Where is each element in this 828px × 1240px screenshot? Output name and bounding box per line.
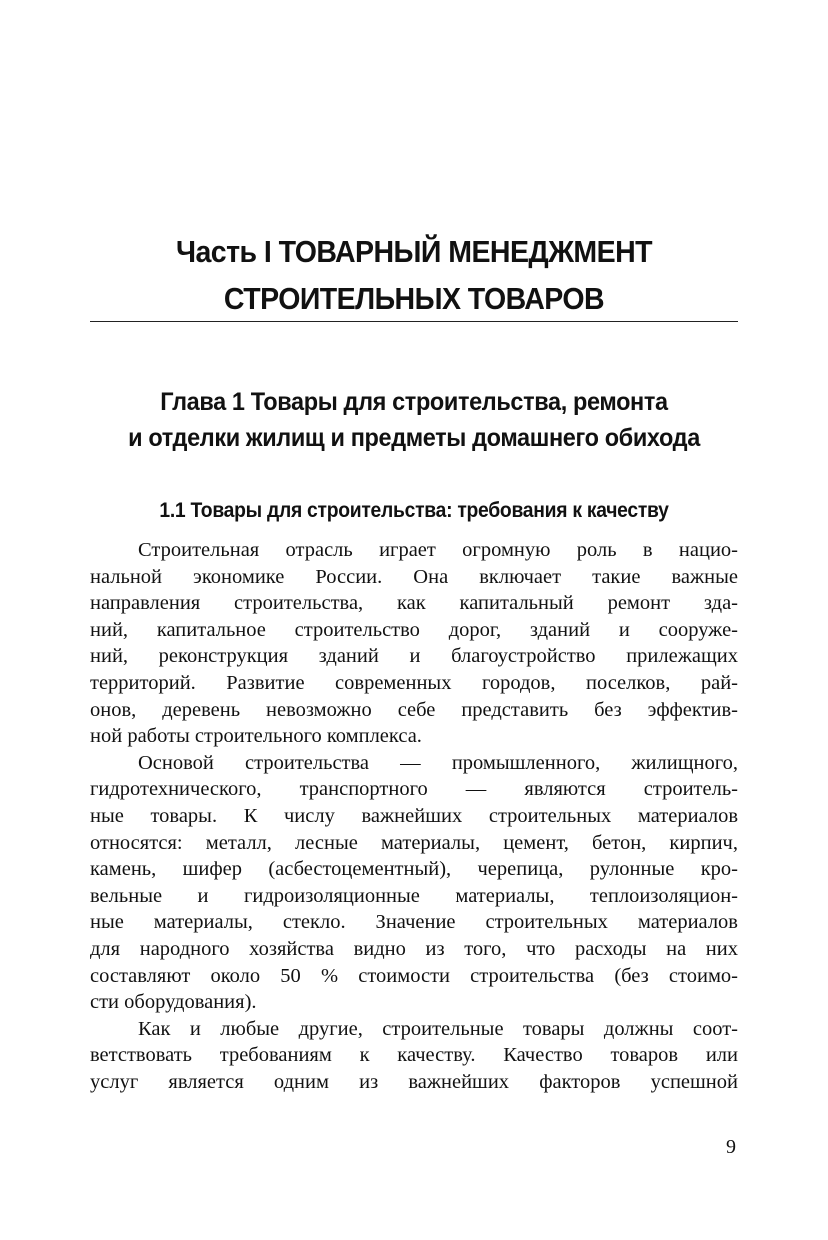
paragraph-3-line: ветствовать требованиям к качеству. Качество товаров или [90,1044,738,1067]
part-title [116,228,712,322]
paragraph-1-line: Строительная отрасль играет огромную роль в нацио- [138,539,738,561]
section-title: 1.1 Товары для строительства: требования к качеству [159,499,669,522]
paragraph-2-line: гидротехнического, транспортного — являются строитель- [90,778,738,801]
paragraph-2-line: камень, шифер (асбестоцементный), черепица, рулонные кро- [90,858,738,881]
paragraph-2-line: Основой строительства — промышленного, жилищного, [138,751,738,774]
paragraph-2-line: составляют около 50 % стоимости строительства (без стоимо- [90,964,738,987]
chapter-title [109,384,718,456]
paragraph-1-line: направления строительства, как капитальный ремонт зда- [90,592,738,615]
paragraph-1-line: ной работы строительного комплекса. [90,725,422,748]
horizontal-rule [90,321,738,322]
body-text [90,537,738,1095]
chapter-title-line-1: Глава 1 Товары для строительства, ремонта [160,388,668,416]
part-title-line-1: Часть I ТОВАРНЫЙ МЕНЕДЖМЕНТ [175,234,653,269]
paragraph-1-line: онов, деревень невозможно себе представить без эффектив- [90,698,738,721]
paragraph-3-line: Как и любые другие, строительные товары должны соот- [138,1017,738,1040]
paragraph-1-line: ний, реконструкция зданий и благоустройство прилежащих [90,645,738,668]
paragraph-1-line: нальной экономике России. Она включает такие важные [90,565,738,588]
part-title-line-2: СТРОИТЕЛЬНЫХ ТОВАРОВ [223,281,605,316]
paragraph-2-line: ные материалы, стекло. Значение строительных материалов [90,911,738,934]
paragraph-2-line: сти оборудования). [90,991,257,1014]
paragraph-2-line: ные товары. К числу важнейших строительных материалов [90,804,738,827]
paragraph-3-line: услуг является одним из важнейших факторов успешной [90,1070,738,1093]
paragraph-1-line: ний, капитальное строительство дорог, зданий и сооруже- [90,618,738,641]
paragraph-2-line: вельные и гидроизоляционные материалы, теплоизоляцион- [90,884,738,907]
paragraph-2-line: для народного хозяйства видно из того, что расходы на них [90,937,738,960]
chapter-title-line-2: и отделки жилищ и предметы домашнего обихода [128,424,700,452]
paragraph-1-line: территорий. Развитие современных городов, поселков, рай- [90,671,738,694]
paragraph-2-line: относятся: металл, лесные материалы, цемент, бетон, кирпич, [90,831,738,854]
page-number: 9 [726,1136,736,1158]
